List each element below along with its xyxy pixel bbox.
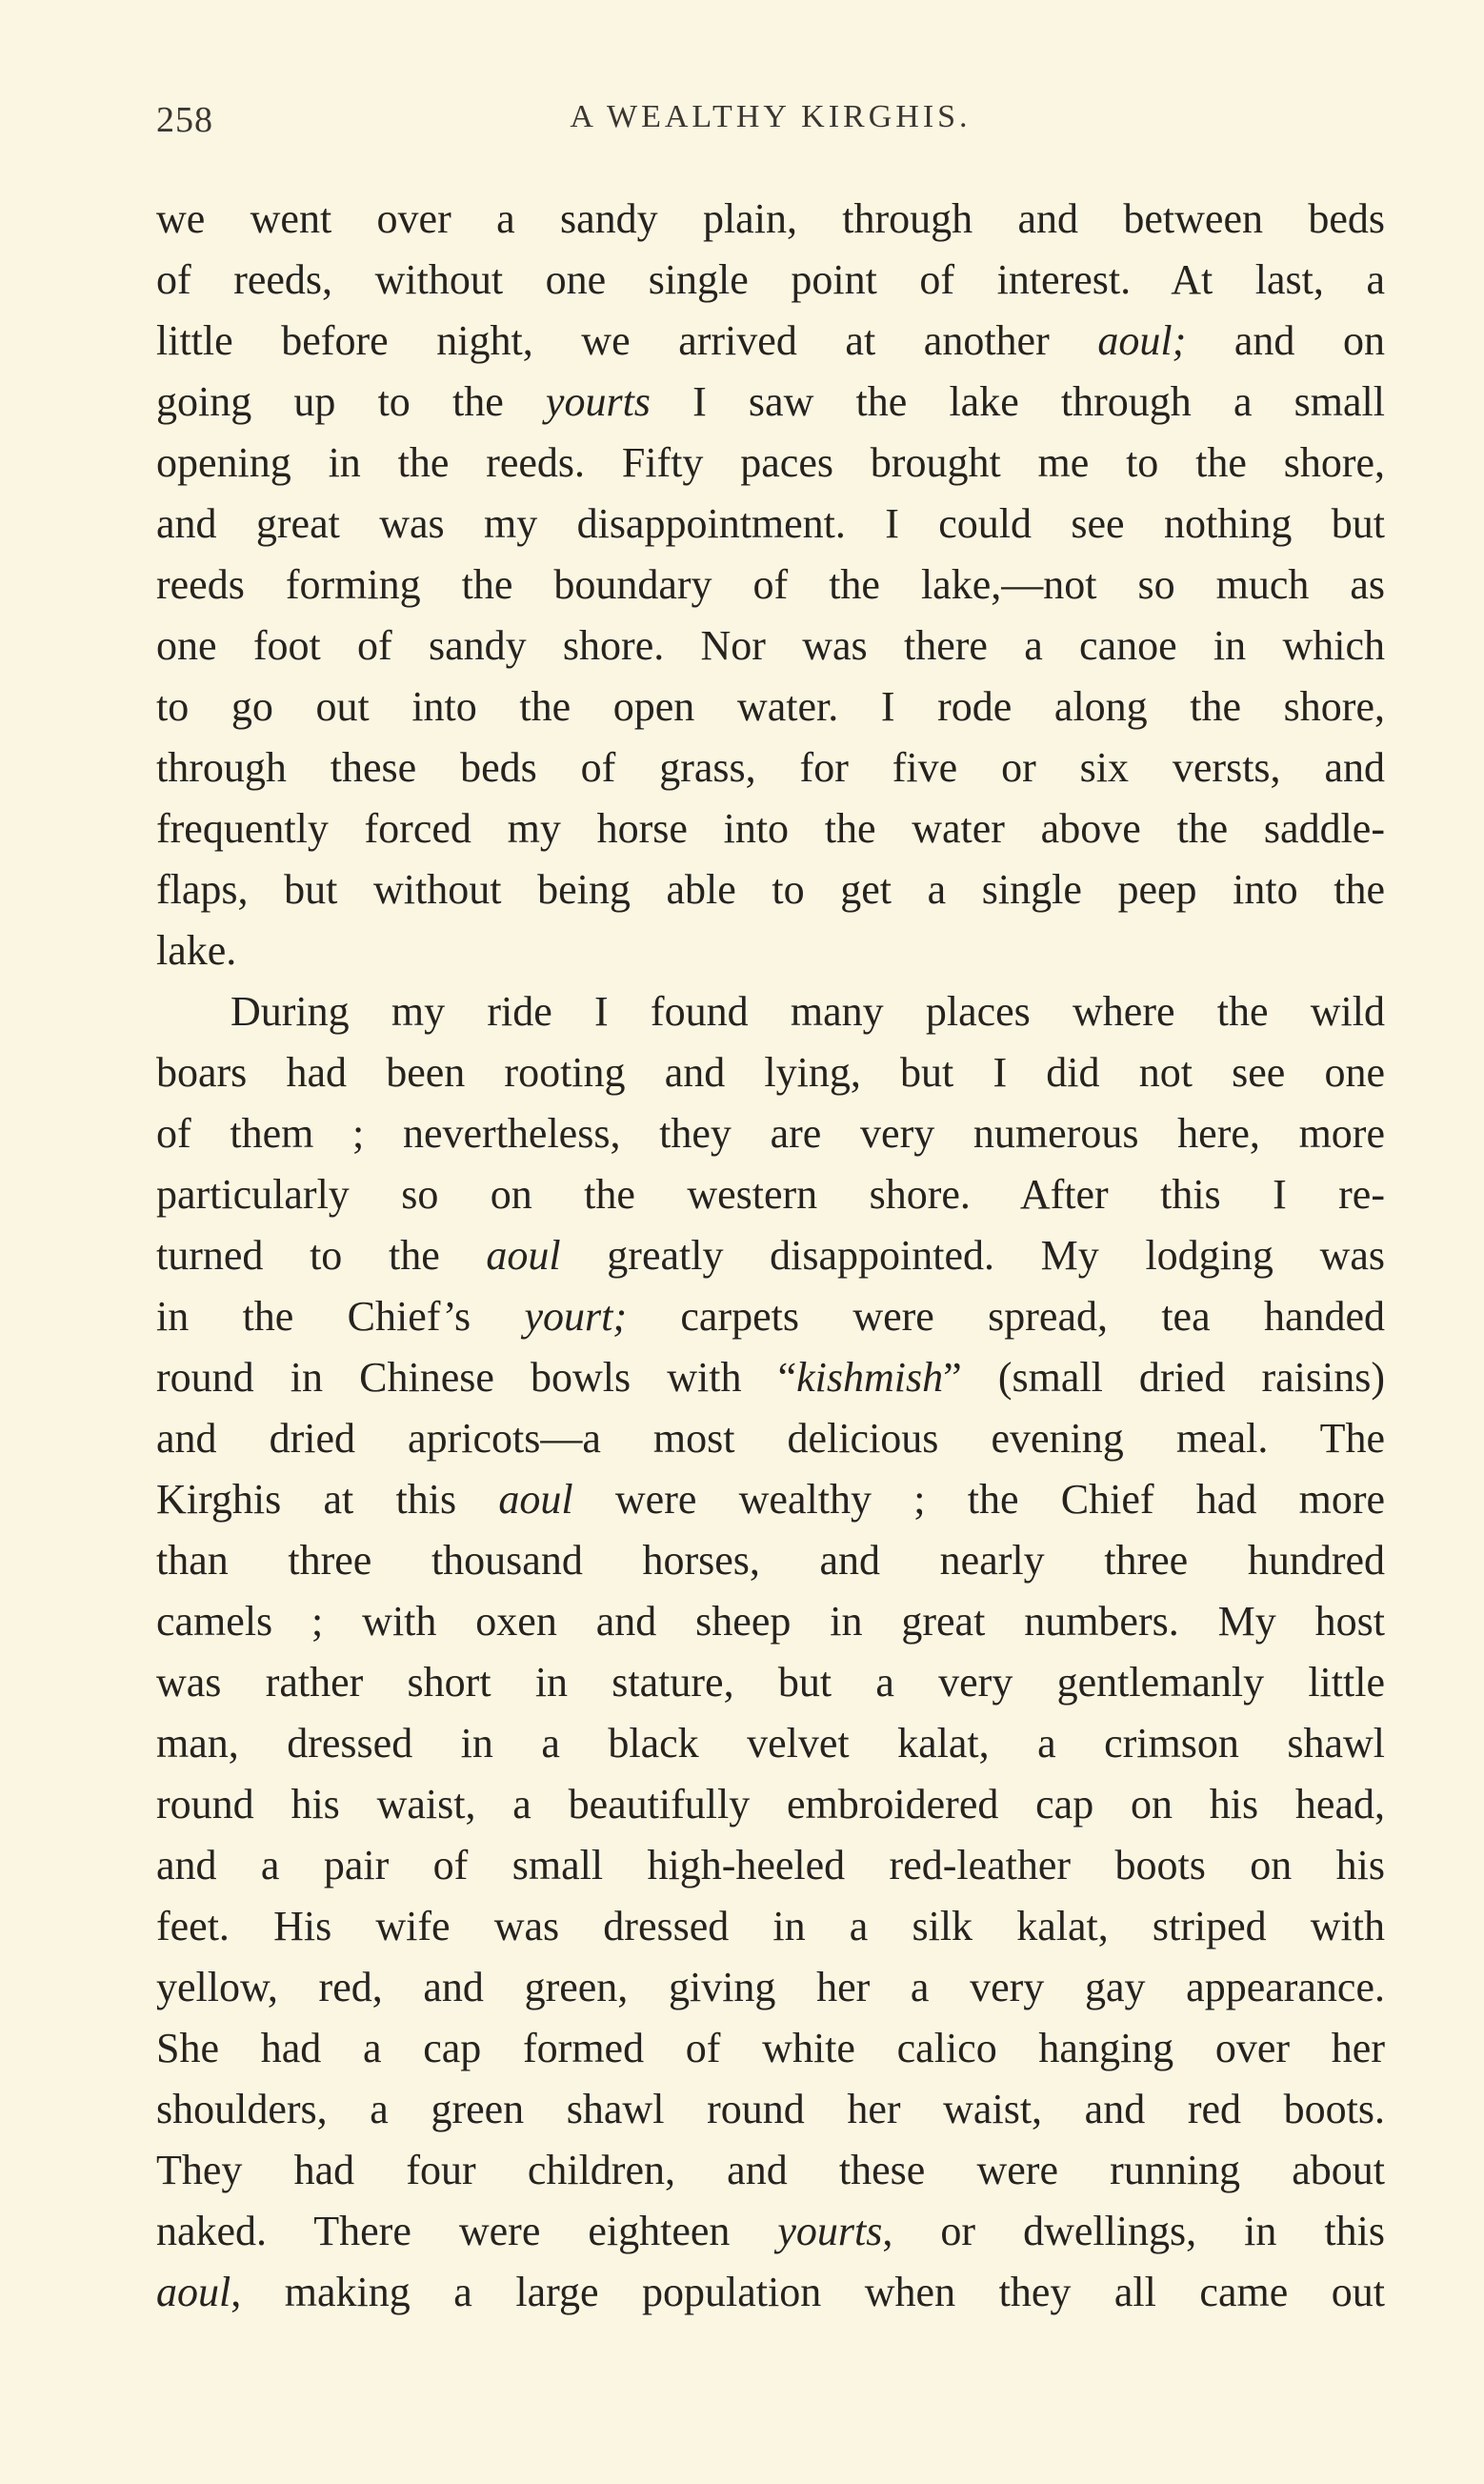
text-line <box>156 1957 1385 2018</box>
text-segment: through these beds of grass, for five or six versts, and <box>156 744 1385 791</box>
text-segment: yellow, red, and green, giving her a very gay appearance. <box>156 1964 1385 2010</box>
text-segment: round in Chinese bowls with “ <box>156 1354 797 1401</box>
italic-text: yourts <box>545 378 651 425</box>
text-segment: carpets were spread, tea handed <box>627 1293 1386 1340</box>
text-segment: of reeds, without one single point of interest. At last, a <box>156 256 1385 303</box>
text-segment: and dried apricots—a most delicious evening meal. The <box>156 1415 1385 1462</box>
text-line <box>156 1286 1385 1347</box>
text-segment: particularly so on the western shore. After this I re- <box>156 1171 1385 1218</box>
italic-text: aoul <box>486 1232 561 1279</box>
text-segment: , or dwellings, in this <box>882 2208 1385 2254</box>
text-segment: naked. There were eighteen <box>156 2208 778 2254</box>
text-segment: round his waist, a beautifully embroidered cap on his head, <box>156 1781 1385 1828</box>
text-segment: boars had been rooting and lying, but I did not see one <box>156 1049 1385 1096</box>
text-segment: shoulders, a green shawl round her waist, and red boots. <box>156 2086 1385 2132</box>
text-segment: one foot of sandy shore. Nor was there a canoe in which <box>156 622 1385 669</box>
text-line <box>156 1408 1385 1469</box>
text-line <box>156 433 1385 494</box>
text-line <box>156 1835 1385 1896</box>
text-line <box>156 2201 1385 2262</box>
text-segment: and a pair of small high-heeled red-leather boots on his <box>156 1842 1385 1888</box>
text-line <box>156 1713 1385 1774</box>
text-segment: flaps, but without being able to get a single peep into the <box>156 866 1385 913</box>
text-segment: camels ; with oxen and sheep in great numbers. My host <box>156 1598 1385 1645</box>
text-line <box>156 920 1385 981</box>
text-segment: of them ; nevertheless, they are very numerous here, more <box>156 1110 1385 1157</box>
text-segment: turned to the <box>156 1232 487 1279</box>
running-title: A WEALTHY KIRGHIS. <box>570 99 972 134</box>
text-line <box>156 677 1385 737</box>
text-line <box>156 1225 1385 1286</box>
text-line <box>156 1774 1385 1835</box>
italic-text: kishmish <box>796 1354 944 1401</box>
text-segment: , making a large population when they all came out <box>231 2269 1385 2315</box>
text-line <box>156 981 1385 1042</box>
text-segment: and on <box>1186 317 1386 364</box>
text-line <box>156 1469 1385 1530</box>
text-line <box>156 1042 1385 1103</box>
text-segment: frequently forced my horse into the water above the saddle- <box>156 805 1385 852</box>
text-line <box>156 494 1385 555</box>
text-segment: During my ride I found many places where the wild <box>231 988 1385 1035</box>
text-segment: Kirghis at this <box>156 1476 499 1523</box>
text-line <box>156 1652 1385 1713</box>
text-segment: reeds forming the boundary of the lake,—not so much as <box>156 561 1385 608</box>
text-segment: opening in the reeds. Fifty paces brought me to the shore, <box>156 439 1385 486</box>
text-line <box>156 311 1385 372</box>
text-line <box>156 1591 1385 1652</box>
text-line <box>156 2018 1385 2079</box>
page-number: 258 <box>156 100 213 140</box>
text-line <box>156 372 1385 433</box>
text-line <box>156 555 1385 616</box>
text-segment: They had four children, and these were running about <box>156 2147 1385 2193</box>
text-segment: than three thousand horses, and nearly three hundred <box>156 1537 1385 1584</box>
text-line <box>156 798 1385 859</box>
italic-text: aoul; <box>1097 317 1187 364</box>
text-segment: I saw the lake through a small <box>650 378 1386 425</box>
text-segment: and great was my disappointment. I could see nothing but <box>156 500 1385 547</box>
text-segment: little before night, we arrived at another <box>156 317 1098 364</box>
text-line <box>156 1103 1385 1164</box>
body-text <box>156 189 1385 2323</box>
italic-text: aoul <box>498 1476 573 1523</box>
text-line <box>156 2140 1385 2201</box>
italic-text: aoul <box>156 2269 231 2315</box>
text-segment: greatly disappointed. My lodging was <box>560 1232 1386 1279</box>
text-line <box>156 250 1385 311</box>
text-segment: we went over a sandy plain, through and between beds <box>156 195 1385 242</box>
text-line <box>156 616 1385 677</box>
text-segment: was rather short in stature, but a very gentlemanly little <box>156 1659 1385 1706</box>
italic-text: yourts <box>777 2208 883 2254</box>
text-segment: ” (small dried raisins) <box>943 1354 1385 1401</box>
text-line <box>156 859 1385 920</box>
text-line <box>156 1530 1385 1591</box>
text-line <box>156 737 1385 798</box>
page-header <box>156 99 1385 156</box>
text-segment: She had a cap formed of white calico hanging over her <box>156 2025 1385 2071</box>
italic-text: yourt; <box>524 1293 628 1340</box>
text-line <box>156 1347 1385 1408</box>
text-line <box>156 2262 1385 2323</box>
text-segment: in the Chief’s <box>156 1293 525 1340</box>
text-segment: to go out into the open water. I rode along the shore, <box>156 683 1385 730</box>
text-line <box>156 2079 1385 2140</box>
text-segment: lake. <box>156 927 237 974</box>
text-line <box>156 1896 1385 1957</box>
text-segment: going up to the <box>156 378 546 425</box>
text-line <box>156 1164 1385 1225</box>
text-segment: man, dressed in a black velvet kalat, a crimson shawl <box>156 1720 1385 1767</box>
text-segment: were wealthy ; the Chief had more <box>572 1476 1386 1523</box>
text-segment: feet. His wife was dressed in a silk kalat, striped with <box>156 1903 1385 1949</box>
text-line <box>156 189 1385 250</box>
